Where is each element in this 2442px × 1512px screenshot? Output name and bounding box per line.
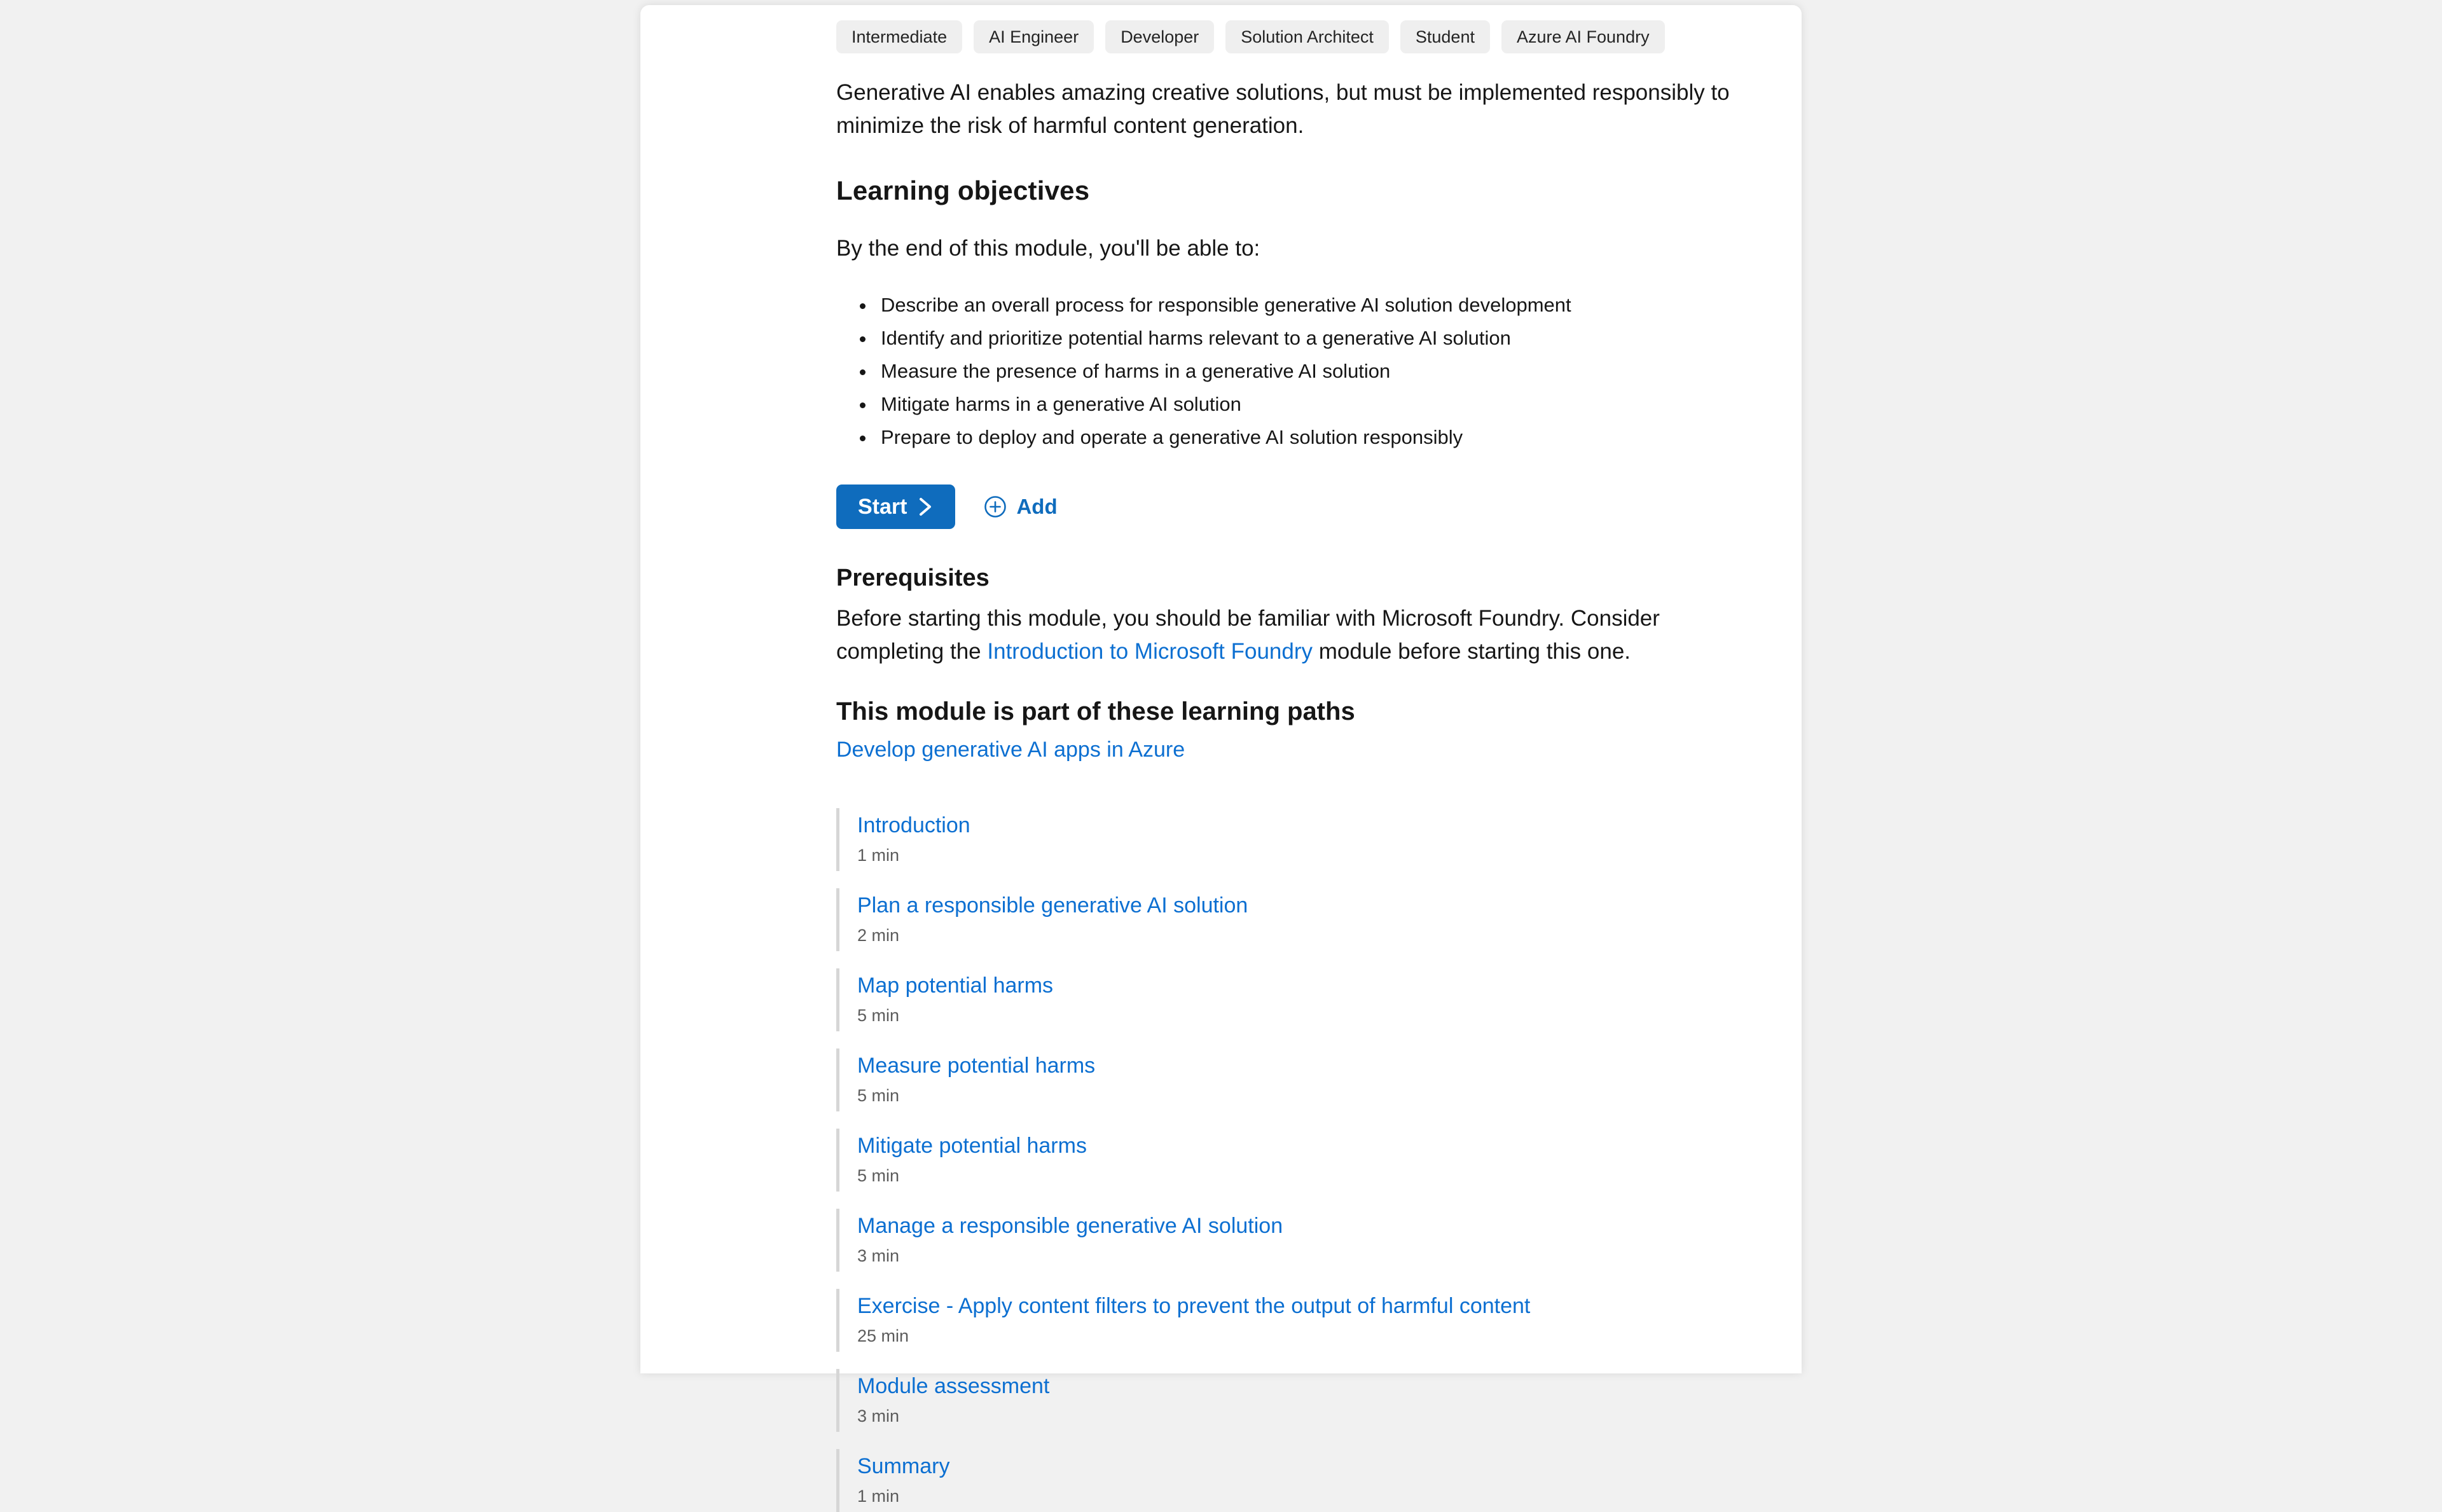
- objective-item: • Measure the presence of harms in a generative AI solution: [876, 355, 1738, 388]
- prerequisites-text-before: Before starting this module, you should be familiar with Microsoft Foundry. Consider completing the: [836, 606, 1660, 664]
- learning-objectives-intro: By the end of this module, you'll be able to:: [836, 236, 1260, 261]
- unit-item: [836, 888, 1738, 951]
- unit-duration: 5 min: [857, 1166, 900, 1185]
- unit-duration: 5 min: [857, 1086, 900, 1105]
- unit-item: [836, 1369, 1738, 1432]
- unit-duration: 3 min: [857, 1246, 900, 1265]
- unit-link[interactable]: Plan a responsible generative AI solution: [857, 893, 1248, 918]
- objective-item: • Describe an overall process for responsible generative AI solution development: [876, 289, 1738, 322]
- unit-link[interactable]: Map potential harms: [857, 973, 1054, 998]
- unit-link[interactable]: Introduction: [857, 813, 970, 837]
- unit-item: [836, 1289, 1738, 1352]
- unit-list: [836, 808, 1738, 1512]
- learning-objectives-heading: Learning objectives: [836, 175, 1090, 205]
- unit-link[interactable]: Summary: [857, 1454, 950, 1478]
- unit-duration: 25 min: [857, 1326, 909, 1345]
- tag-list: [836, 20, 1738, 53]
- add-icon: [983, 495, 1007, 519]
- prerequisites-text: [836, 602, 1738, 668]
- prerequisites-heading: Prerequisites: [836, 565, 990, 591]
- unit-link[interactable]: Exercise - Apply content filters to prevent the output of harmful content: [857, 1294, 1531, 1318]
- start-button[interactable]: [836, 485, 955, 529]
- unit-duration: 3 min: [857, 1406, 900, 1426]
- learning-paths-heading: This module is part of these learning paths: [836, 698, 1355, 725]
- content-card: [640, 5, 1802, 1506]
- objective-item: • Identify and prioritize potential harms relevant to a generative AI solution: [876, 322, 1738, 355]
- tag-role-developer[interactable]: Developer: [1105, 20, 1214, 53]
- unit-item: [836, 1129, 1738, 1192]
- objective-item: • Mitigate harms in a generative AI solution: [876, 388, 1738, 421]
- unit-duration: 2 min: [857, 926, 900, 945]
- unit-duration: 1 min: [857, 1487, 900, 1506]
- unit-item: [836, 968, 1738, 1031]
- unit-duration: 1 min: [857, 846, 900, 865]
- tag-role-ai-engineer[interactable]: AI Engineer: [974, 20, 1094, 53]
- unit-link[interactable]: Manage a responsible generative AI solution: [857, 1214, 1283, 1238]
- learning-objectives-list: [836, 289, 1738, 454]
- unit-item: [836, 1209, 1738, 1272]
- add-button-label: Add: [1016, 495, 1058, 518]
- unit-link[interactable]: Mitigate potential harms: [857, 1134, 1087, 1158]
- prerequisites-text-after: module before starting this one.: [1313, 639, 1631, 664]
- actions-row: [836, 485, 1738, 529]
- unit-link[interactable]: Measure potential harms: [857, 1054, 1096, 1078]
- tag-level[interactable]: Intermediate: [836, 20, 962, 53]
- tag-role-student[interactable]: Student: [1400, 20, 1490, 53]
- tag-product-azure-ai-foundry[interactable]: Azure AI Foundry: [1501, 20, 1665, 53]
- chevron-right-icon: [917, 494, 934, 519]
- unit-item: [836, 1048, 1738, 1111]
- prerequisite-module-link[interactable]: Introduction to Microsoft Foundry: [987, 639, 1313, 664]
- tag-role-solution-architect[interactable]: Solution Architect: [1225, 20, 1389, 53]
- unit-link[interactable]: Module assessment: [857, 1374, 1050, 1398]
- learning-path-link[interactable]: Develop generative AI apps in Azure: [836, 738, 1185, 762]
- objective-item: • Prepare to deploy and operate a generative AI solution responsibly: [876, 421, 1738, 454]
- start-button-label: Start: [858, 494, 907, 519]
- add-button[interactable]: [983, 495, 1057, 519]
- module-description: Generative AI enables amazing creative solutions, but must be implemented responsibly to minimize the risk of harmful content generation.: [836, 80, 1730, 138]
- unit-item: [836, 808, 1738, 871]
- unit-item: [836, 1449, 1738, 1512]
- unit-duration: 5 min: [857, 1006, 900, 1025]
